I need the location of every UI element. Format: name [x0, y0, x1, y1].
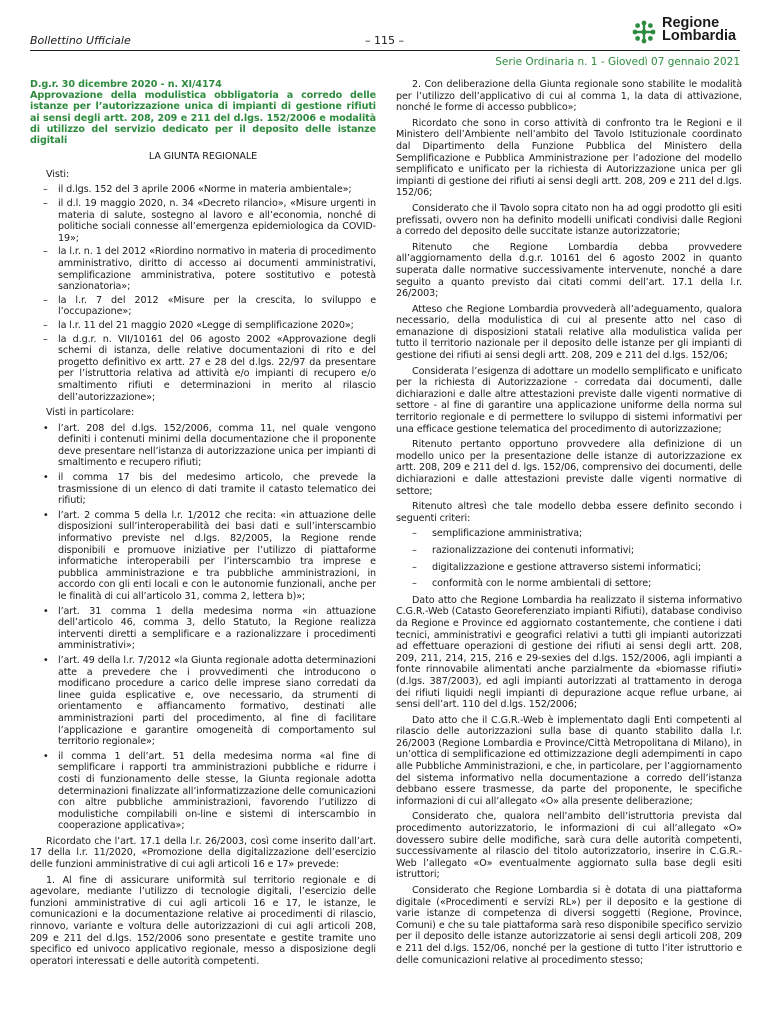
- punto-2-paragraph: 2. Con deliberazione della Giunta regionale sono stabilite le modalità per l’utilizzo dell’applicativo di cui al comma 1, la data di attivazione, nonché le forme di accesso pubblico»;: [396, 79, 742, 114]
- list-item: • l’art. 208 del d.lgs. 152/2006, comma 11, nel quale vengono definiti i contenuti minimi della documentazione che il proponente deve presentare nell’istanza di autorizzazione unica per impianti di smaltimento e recupero rifiuti;: [30, 423, 376, 469]
- body-paragraph: Considerato che il Tavolo sopra citato non ha ad oggi prodotto gli esiti prefissati, ovvero non ha definito modelli unificati condivisi dalle Regioni a corredo del deposito delle succitate istanze autorizzatorie;: [396, 202, 742, 238]
- list-item: – il d.lgs. 152 del 3 aprile 2006 «Norme in materia ambientale»;: [30, 184, 376, 196]
- logo-line-1: Regione: [662, 15, 720, 31]
- right-column: [396, 79, 742, 970]
- logo-text: [662, 17, 736, 43]
- ricordato-paragraph: Ricordato che l’art. 17.1 della l.r. 26/2003, così come inserito dall’art. 17 della l.r. 11/2020, «Promozione della digitalizzazione dell’esercizio delle funzioni amministrative di cui agli articoli 16 e 17» prevede:: [30, 835, 376, 871]
- list-item: • l’art. 31 comma 1 della medesima norma «in attuazione dell’articolo 46, comma 3, dello Statuto, la Regione realizza interventi diretti a semplificare e a razionalizzare i procedimenti amministrativi»;: [30, 606, 376, 652]
- page-number: – 115 –: [365, 34, 404, 47]
- list-item: – la d.g.r. n. VII/10161 del 06 agosto 2002 «Approvazione degli schemi di istanza, delle relative documentazioni di rito e del progetto definitivo ex artt. 27 e 28 del d.lgs. 22/97 da presentare per l’istruttoria relativa ad attività e/o impianti di recupero e/o smaltimento rifiuti e determinazioni in merito al rilascio dell’autorizzazione»;: [30, 334, 376, 404]
- body-paragraph: Dato atto che il C.G.R.-Web è implementato dagli Enti competenti al rilascio delle autorizzazioni sulla base di quanto stabilito dalla l.r. 26/2003 (Regione Lombardia e Province/Città Metropolitana di Milano), in un’ottica di semplificazione ed ottimizzazione degli adempimenti in capo alle Pubbliche Amministrazioni, e che, in particolare, per l’aggiornamento del sistema informativo nella documentazione a corredo dell’istanza debbano essere trasmesse, da parte del proponente, le specifiche informazioni di cui all’allegato «O» alla presente deliberazione;: [396, 714, 742, 807]
- body-paragraph: Ritenuto che Regione Lombardia debba provvedere all’aggiornamento della d.g.r. 10161 del 6 agosto 2002 in quanto superata dalle normative successivamente intervenute, nonché a dare seguito a quanto previsto dai citati commi dell’art. 17.1 della l.r. 26/2003;: [396, 241, 742, 300]
- logo-line-2: Lombardia: [662, 28, 737, 44]
- visti-particolare-label: Visti in particolare:: [46, 407, 135, 419]
- punto-1-paragraph: 1. Al fine di assicurare uniformità sul territorio regionale e di agevolare, mediante l’utilizzo di tecnologie digitali, l’esercizio delle funzioni amministrative di cui agli articoli 16 e 17, le istanze, le comunicazioni e la documentazione relative ai procedimenti di rilascio, rinnovo, variante e voltura delle autorizzazioni di cui agli articoli 208, 209 e 211 del d.lgs. 152/2006 sono presentate e gestite tramite uno specifico ed univoco applicativo regionale, messo a disposizione degli operatori interessati e delle autorità competenti.: [30, 874, 376, 967]
- bulletin-name: Bollettino Ufficiale: [30, 34, 131, 47]
- list-item: – semplificazione amministrativa;: [396, 528, 742, 540]
- deliberation-title: [30, 79, 376, 146]
- page-header: [0, 0, 770, 72]
- list-item: – digitalizzazione e gestione attraverso sistemi informatici;: [396, 562, 742, 574]
- list-item: • l’art. 2 comma 5 della l.r. 1/2012 che recita: «in attuazione delle disposizioni sull’interoperabilità dei basi dati e sull’interscambio informativo previste nel d.lgs. 82/2005, la Regione rende disponibili e promuove iniziative per l’utilizzo di piattaforme informatiche interoperabili per l’interscambio tra imprese e pubblica amministrazione e tra pubbliche amministrazioni, in accordo con gli enti locali e con le autonomie funzionali, anche per le finalità di cui all’articolo 31, comma 2, lettera b)»;: [30, 510, 376, 603]
- header-rule: [30, 50, 740, 51]
- serie-date: Serie Ordinaria n. 1 - Giovedì 07 gennaio 2021: [495, 56, 740, 68]
- body-paragraph: Considerato che, qualora nell’ambito dell’istruttoria prevista dal procedimento autorizzatorio, le informazioni di cui all’allegato «O» dovessero subire delle modifiche, sarà cura delle autorità competenti, successivamente al rilascio del titolo autorizzatorio, inserire in C.G.R.-Web l’allegato «O» eventualmente aggiornato sulla base degli esiti istruttori;: [396, 811, 742, 881]
- list-item: • il comma 1 dell’art. 51 della medesima norma «al fine di semplificare i rapporti tra amministrazioni pubbliche e ridurre i costi di funzionamento delle stesse, la Giunta regionale adotta determinazioni finalizzate all’informatizzazione delle comunicazioni con altre pubbliche amministrazioni, favorendo l’utilizzo di modulistiche compilabili on-line e sistemi di interscambio in cooperazione applicativa»;: [30, 751, 376, 832]
- body-paragraph: Considerato che Regione Lombardia si è dotata di una piattaforma digitale («Procedimenti e servizi RL») per il deposito e la gestione di varie istanze di competenza di diversi soggetti (Regione, Province, Comuni) e che su tale piattaforma sarà reso disponibile specifico servizio per il deposito delle istanze autorizzatorie ai sensi degli articoli 208, 209 e 211 del d.lgs. 152/06, nonché per la gestione di tutto l’iter istruttorio e delle comunicazioni relative al procedimento stesso;: [396, 885, 742, 966]
- visti-list: [30, 184, 376, 403]
- list-item: • il comma 17 bis del medesimo articolo, che prevede la trasmissione di un elenco di dati tramite il catasto telematico dei rifiuti;: [30, 472, 376, 507]
- list-item: • l’art. 49 della l.r. 7/2012 «la Giunta regionale adotta determinazioni atte a prevedere che i provvedimenti che introducono o modificano procedure a carico delle imprese siano corredati da linee guida esplicative e, ove necessario, da strumenti di orientamento e affiancamento formativo, destinati alle amministrazioni parti del procedimento, al fine di facilitare l’applicazione e garantire omogeneità di comportamento sul territorio regionale»;: [30, 655, 376, 748]
- giunta-heading: LA GIUNTA REGIONALE: [148, 151, 258, 163]
- list-item: – conformità con le norme ambientali di settore;: [396, 578, 742, 590]
- list-item: – razionalizzazione dei contenuti informativi;: [396, 545, 742, 557]
- body-paragraph: Ricordato che sono in corso attività di confronto tra le Regioni e il Ministero dell’Ambiente nell’ambito del Tavolo Istituzionale coordinato dal Dipartimento della Funzione Pubblica del Ministero della Semplificazione e Pubblica Amministrazione per l’adozione del modello semplificato e unificato per la richiesta di Autorizzazione unica per gli impianti di gestione dei rifiuti ai sensi degli artt. 208, 209 e 211 del d.lgs. 152/06;: [396, 117, 742, 199]
- body-paragraph: Dato atto che Regione Lombardia ha realizzato il sistema informativo C.G.R.-Web (Catasto Georeferenziato impianti Rifiuti), database condiviso da Regione e Province ed aggiornato costantemente, che contiene i dati tecnici, amministrativi e geografici relativi a tutti gli impianti autorizzati ad effettuare operazioni di gestione dei rifiuti ai sensi degli artt. 208, 209, 211, 214, 215, 216 e 29-sexies del d.lgs. 152/2006, agli impianti a fonte rinnovabile alimentati anche parzialmente da «biomasse rifiuti» (d.lgs. 387/2003), ed agli impianti autorizzati al trattamento in deroga dei rifiuti liquidi negli impianti di depurazione acque reflue urbane, ai sensi dell’art. 110 del d.lgs. 152/2006;: [396, 594, 742, 711]
- particolare-list: [30, 423, 376, 832]
- visti-label: Visti:: [46, 168, 70, 180]
- list-item: – la l.r. n. 1 del 2012 «Riordino normativo in materia di procedimento amministrativo, diritto di accesso ai documenti amministrativi, semplificazione amministrativa, potere sostitutivo e potestà sanzionatoria»;: [30, 246, 376, 292]
- body-paragraph: Ritenuto altresì che tale modello debba essere definito secondo i seguenti criteri:: [396, 501, 742, 524]
- list-item: – la l.r. 11 del 21 maggio 2020 «Legge di semplificazione 2020»;: [30, 320, 376, 332]
- criteri-list: [396, 528, 742, 589]
- list-item: – il d.l. 19 maggio 2020, n. 34 «Decreto rilancio», «Misure urgenti in materia di salute, sostegno al lavoro e all’economia, nonché di politiche sociali connesse all’emergenza epidemiologica da COVID-19»;: [30, 198, 376, 244]
- regione-lombardia-logo: [630, 15, 740, 48]
- body-paragraph: Atteso che Regione Lombardia provvederà all’adeguamento, qualora necessario, della modulistica di cui al presente atto nel caso di emanazione di disposizioni statali relative alla modulistica valida per tutto il territorio nazionale per il deposito delle istanze per gli impianti di gestione dei rifiuti ai sensi degli artt. 208, 209 e 211 del d.lgs. 152/06;: [396, 303, 742, 362]
- body-paragraph: Considerata l’esigenza di adottare un modello semplificato e unificato per la richiesta di Autorizzazione - corredata dai documenti, dalle dichiarazioni e dalle altre attestazioni previste dalle vigenti normative di settore - al fine di garantire una applicazione uniforme della norma sul territorio regionale e di permettere lo sviluppo di sistemi informativi per una efficace gestione telematica del procedimento di autorizzazione;: [396, 365, 742, 435]
- deliberation-title-text: D.g.r. 30 dicembre 2020 - n. XI/4174 Approvazione della modulistica obbligatoria a corredo delle istanze per l’autorizzazione unica di impianti di gestione rifiuti ai sensi degli artt. 208, 209 e 211 del d.lgs. 152/2006 e modalità di utilizzo del servizio dedicato per il deposito delle istanze digitali: [30, 79, 376, 147]
- body-paragraph: Ritenuto pertanto opportuno provvedere alla definizione di un modello unico per la presentazione delle istanze di autorizzazione ex artt. 208, 209 e 211 del d. lgs. 152/06, comprensivo dei documenti, delle dichiarazioni e dalle attestazioni previste dalle vigenti normative di settore;: [396, 439, 742, 497]
- left-column: [30, 79, 376, 971]
- rose-camuna-icon: [630, 18, 658, 46]
- list-item: – la l.r. 7 del 2012 «Misure per la crescita, lo sviluppo e l’occupazione»;: [30, 295, 376, 318]
